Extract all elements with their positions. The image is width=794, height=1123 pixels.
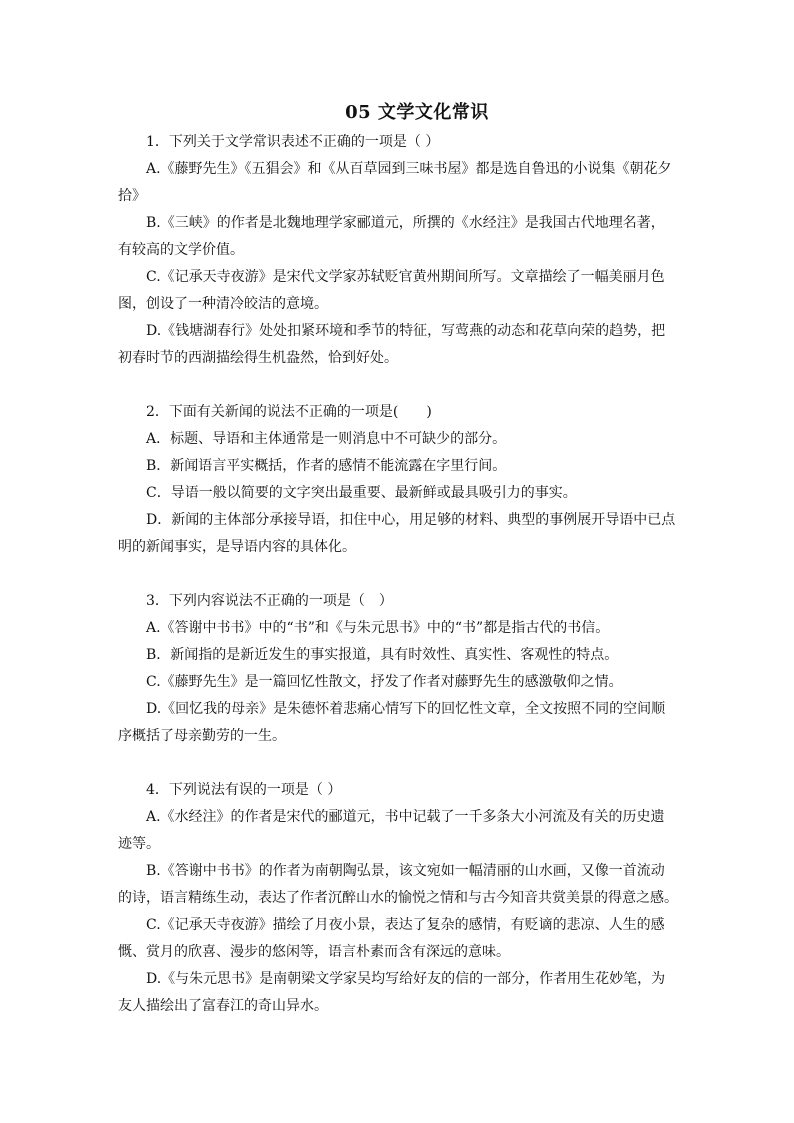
question-stem: 2．下面有关新闻的说法不正确的一项是( ) xyxy=(146,404,432,420)
question-block-2 xyxy=(118,399,678,561)
option-c: C.《记承天寺夜游》是宋代文学家苏轼贬官黄州期间所写。文章描绘了一幅美丽月色图，创设了一种清冷皎洁的意境。 xyxy=(118,269,665,312)
option-c: C.《藤野先生》是一篇回忆性散文，抒发了作者对藤野先生的感激敬仰之情。 xyxy=(146,674,623,690)
question-stem: 4．下列说法有误的一项是（ ） xyxy=(146,782,342,798)
option-b: B．新闻语言平实概括，作者的感情不能流露在字里行间。 xyxy=(146,458,507,474)
question-stem: 1．下列关于文学常识表述不正确的一项是（ ） xyxy=(146,134,440,150)
option-a: A.《藤野先生》《五猖会》和《从百草园到三味书屋》都是选自鲁迅的小说集《朝花夕拾》 xyxy=(118,161,672,204)
option-c: C．导语一般以简要的文字突出最重要、最新鲜或最具吸引力的事实。 xyxy=(146,485,577,501)
option-a: A.《水经注》的作者是宋代的郦道元，书中记载了一千多条大小河流及有关的历史遗迹等。 xyxy=(118,809,665,852)
option-d: D.《与朱元思书》是南朝梁文学家吴均写给好友的信的一部分，作者用生花妙笔，为友人描绘出了富春江的奇山异水。 xyxy=(118,971,666,1014)
question-block-4 xyxy=(118,777,678,1020)
question-block-1 xyxy=(118,129,678,372)
option-a: A.《答谢中书书》中的“书”和《与朱元思书》中的“书”都是指古代的书信。 xyxy=(146,620,610,636)
option-b: B.《三峡》的作者是北魏地理学家郦道元，所撰的《水经注》是我国古代地理名著，有较高的文学价值。 xyxy=(118,215,665,258)
question-block-3 xyxy=(118,588,678,750)
option-b: B．新闻指的是新近发生的事实报道，具有时效性、真实性、客观性的特点。 xyxy=(146,647,619,663)
option-d: D.《钱塘湖春行》处处扣紧环境和季节的特征，写莺燕的动态和花草向荣的趋势，把初春时节的西湖描绘得生机盎然，恰到好处。 xyxy=(118,323,666,366)
option-d: D.《回忆我的母亲》是朱德怀着悲痛心情写下的回忆性文章，全文按照不同的空间顺序概括了母亲勤劳的一生。 xyxy=(118,701,666,744)
question-stem: 3．下列内容说法不正确的一项是（ ） xyxy=(146,593,393,609)
option-b: B.《答谢中书书》的作者为南朝陶弘景，该文宛如一幅清丽的山水画，又像一首流动的诗，语言精练生动，表达了作者沉醉山水的愉悦之情和与古今知音共赏美景的得意之感。 xyxy=(118,863,678,906)
option-a: A．标题、导语和主体通常是一则消息中不可缺少的部分。 xyxy=(146,431,507,447)
option-d: D．新闻的主体部分承接导语，扣住中心，用足够的材料、典型的事例展开导语中已点明的新闻事实，是导语内容的具体化。 xyxy=(118,512,676,555)
option-c: C.《记承天寺夜游》描绘了月夜小景，表达了复杂的感情，有贬谪的悲凉、人生的感慨、赏月的欣喜、漫步的悠闲等，语言朴素而含有深远的意味。 xyxy=(118,917,665,960)
page-title: 05 文学文化常识 xyxy=(345,102,489,123)
